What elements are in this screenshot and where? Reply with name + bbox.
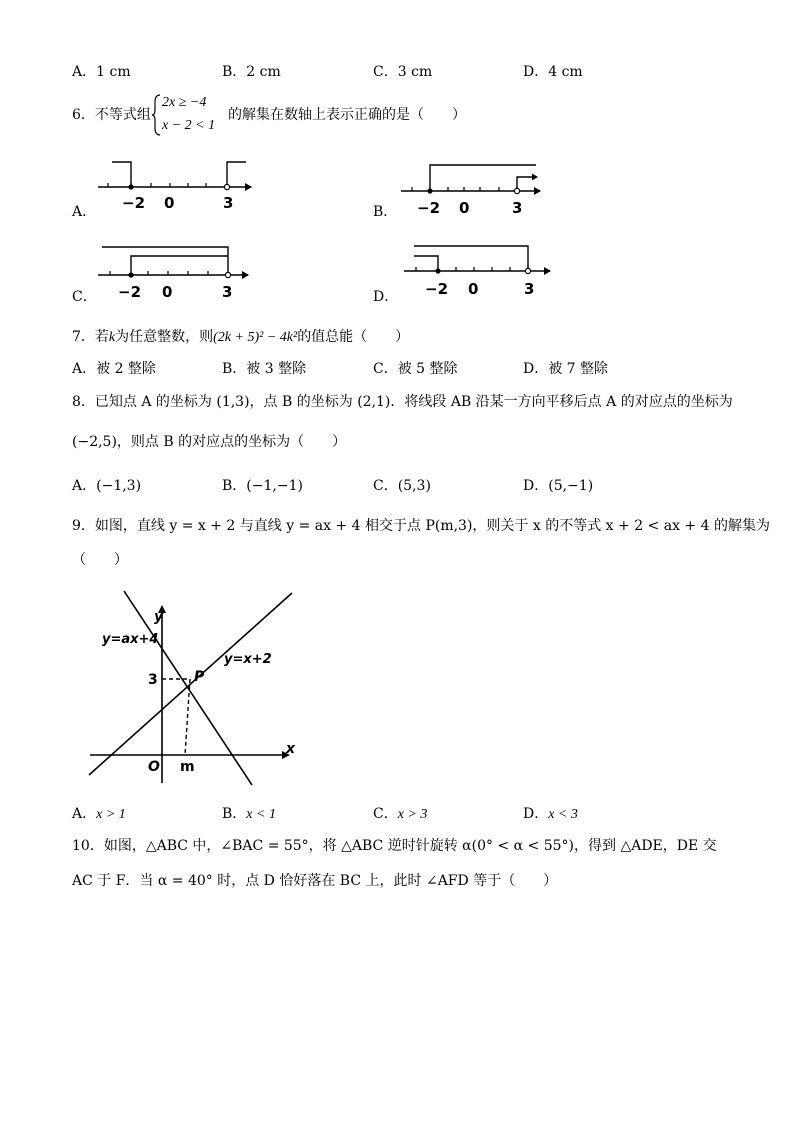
tick-label-3: 3 — [512, 199, 523, 217]
tick-label-3: 3 — [524, 280, 535, 298]
q5-option-d: D．4 cm — [523, 64, 583, 80]
q9-option-c: C．x > 3 — [373, 806, 428, 822]
label-origin: O — [148, 759, 160, 775]
q8-stem-line2: (−2,5)，则点 B 的对应点的坐标为（ ） — [72, 434, 347, 450]
q6-option-a-letter: A． — [72, 204, 97, 220]
q10-stem-line2: AC 于 F．当 α = 40° 时，点 D 恰好落在 BC 上，此时 ∠AFD 等于（ ） — [72, 873, 558, 889]
q6-brace — [152, 94, 162, 136]
q9-graph — [84, 585, 304, 795]
tick-label-3: 3 — [223, 194, 234, 212]
q9-option-b: B．x < 1 — [222, 806, 276, 822]
q9-option-d: D．x < 3 — [523, 806, 578, 822]
q6-option-b-letter: B． — [373, 204, 398, 220]
label-3: 3 — [148, 672, 158, 688]
q6-suffix: 的解集在数轴上表示正确的是（ ） — [228, 107, 466, 123]
tick-label-neg2: −2 — [425, 280, 449, 298]
q5-option-c: C．3 cm — [373, 64, 433, 80]
tick-label-0: 0 — [164, 194, 175, 212]
label-line-ax-plus-4: y=ax+4 — [102, 632, 159, 647]
line-ax-plus-4 — [124, 591, 252, 785]
q6-number-line-a — [96, 155, 256, 215]
q8-option-d: D．(5,−1) — [523, 478, 594, 494]
label-m: m — [180, 759, 195, 775]
q9-option-a: A．x > 1 — [72, 806, 126, 822]
q8-stem-line1: 8．已知点 A 的坐标为 (1,3)，点 B 的坐标为 (2,1)．将线段 AB 沿某一方向平移后点 A 的对应点的坐标为 — [72, 394, 733, 410]
q7-option-a: A．被 2 整除 — [72, 361, 156, 377]
q6-option-d-letter: D． — [373, 289, 399, 305]
q7-option-d: D．被 7 整除 — [523, 361, 609, 377]
q8-option-b: B．(−1,−1) — [222, 478, 303, 494]
label-y-axis: y — [154, 609, 164, 625]
q6-option-c-letter: C． — [72, 289, 97, 305]
tick-label-neg2: −2 — [417, 199, 441, 217]
q7-stem: 7．若k为任意整数，则(2k + 5)² − 4k²的值总能（ ） — [72, 329, 410, 345]
label-line-x-plus-2: y=x+2 — [224, 652, 272, 667]
q8-option-a: A．(−1,3) — [72, 478, 142, 494]
q7-option-b: B．被 3 整除 — [222, 361, 307, 377]
label-x-axis: x — [286, 741, 296, 757]
q9-stem-line2: （ ） — [72, 552, 128, 568]
q10-stem-line1: 10．如图，△ABC 中，∠BAC = 55°，将 △ABC 逆时针旋转 α(0° < α < 55°)，得到 △ADE，DE 交 — [72, 838, 717, 854]
tick-label-3: 3 — [222, 283, 233, 300]
q7-option-c: C．被 5 整除 — [373, 361, 458, 377]
q6-number-line-c — [96, 238, 256, 300]
tick-label-0: 0 — [468, 280, 479, 298]
tick-label-neg2: −2 — [118, 283, 142, 300]
tick-label-0: 0 — [459, 199, 470, 217]
q8-option-c: C．(5,3) — [373, 478, 431, 494]
tick-label-0: 0 — [162, 283, 173, 300]
q6-number-line-d — [400, 238, 556, 302]
q6-inequality-1: 2x ≥ −4 — [162, 95, 207, 110]
q6-prefix: 6．不等式组 — [72, 107, 151, 123]
q6-inequality-2: x − 2 < 1 — [162, 118, 216, 133]
line-x-plus-2 — [89, 593, 292, 775]
q5-option-a: A．1 cm — [72, 64, 131, 80]
q6-number-line-b — [398, 155, 548, 217]
q5-option-b: B．2 cm — [222, 64, 281, 80]
q9-stem-line1: 9．如图，直线 y = x + 2 与直线 y = ax + 4 相交于点 P(m,3)，则关于 x 的不等式 x + 2 < ax + 4 的解集为 — [72, 518, 770, 534]
tick-label-neg2: −2 — [122, 194, 146, 212]
label-p: P — [194, 669, 205, 685]
